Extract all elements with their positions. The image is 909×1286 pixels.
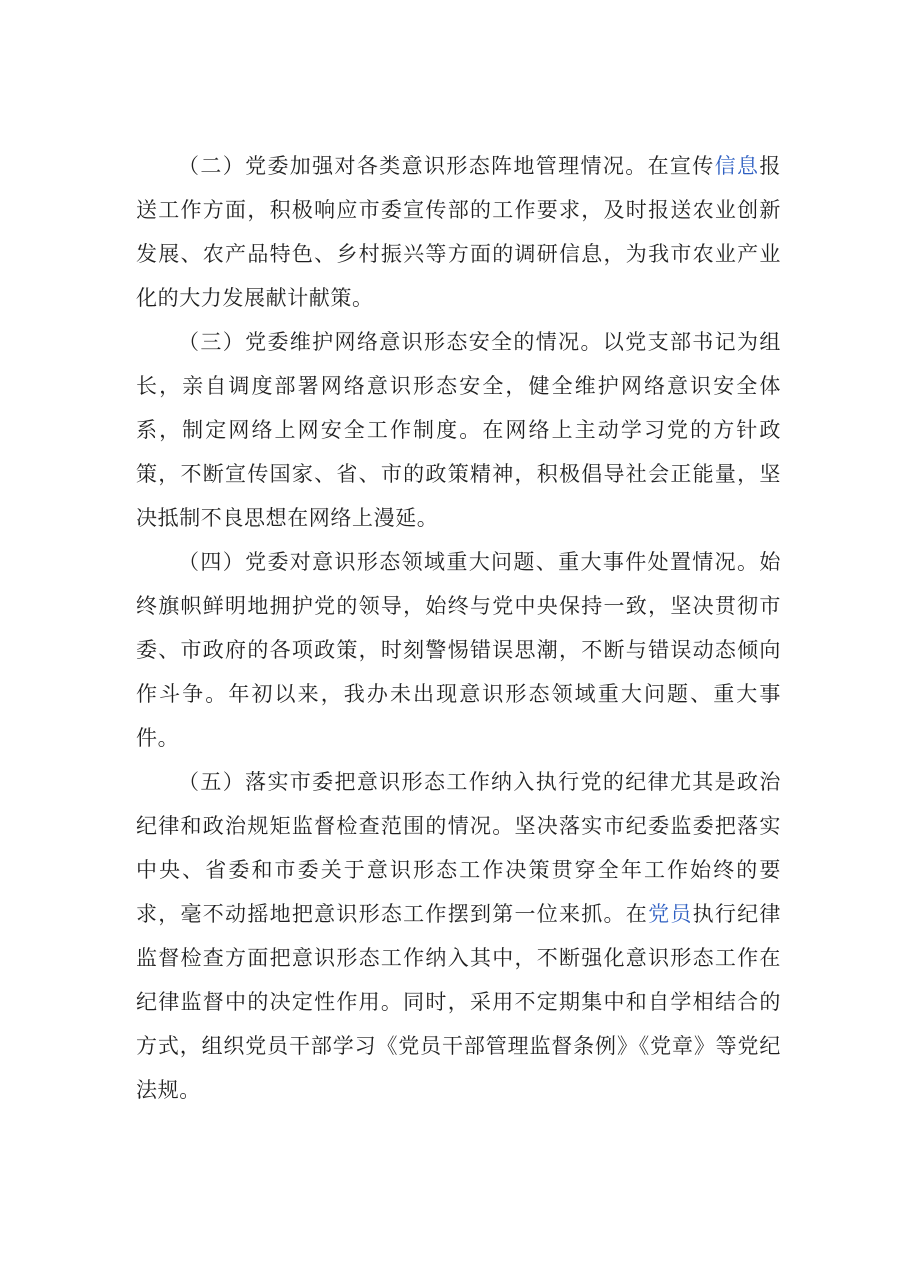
paragraph-2-text-before: （二）党委加强对各类意识形态阵地管理情况。在宣传 <box>178 154 715 178</box>
paragraph-5-text-after: 执行纪律监督检查方面把意识形态工作纳入其中，不断强化意识形态工作在纪律监督中的决定性作用。同时，采用不定期集中和自学相结合的方式，组织党员干部学习《党员干部管理监督条例》《党章》等党纪法规。 <box>136 902 781 1102</box>
document-body <box>136 144 781 1112</box>
paragraph-3-text: （三）党委维护网络意识形态安全的情况。以党支部书记为组长，亲自调度部署网络意识形态安全，健全维护网络意识安全体系，制定网络上网安全工作制度。在网络上主动学习党的方针政策，不断宣传国家、省、市的政策精神，积极倡导社会正能量，坚决抵制不良思想在网络上漫延。 <box>136 330 781 530</box>
paragraph-4-text: （四）党委对意识形态领域重大问题、重大事件处置情况。始终旗帜鲜明地拥护党的领导，始终与党中央保持一致，坚决贯彻市委、市政府的各项政策，时刻警惕错误思潮，不断与错误动态倾向作斗争。年初以来，我办未出现意识形态领域重大问题、重大事件。 <box>136 550 781 750</box>
paragraph-2-text-after: 报送工作方面，积极响应市委宣传部的工作要求，及时报送农业创新发展、农产品特色、乡村振兴等方面的调研信息，为我市农业产业化的大力发展献计献策。 <box>136 154 782 310</box>
paragraph-5-text-before: （五）落实市委把意识形态工作纳入执行党的纪律尤其是政治纪律和政治规矩监督检查范围的情况。坚决落实市纪委监委把落实中央、省委和市委关于意识形态工作决策贯穿全年工作始终的要求，毫不动摇地把意识形态工作摆到第一位来抓。在 <box>136 770 781 926</box>
paragraph-2 <box>136 144 781 320</box>
paragraph-4 <box>136 540 781 760</box>
paragraph-5 <box>136 760 781 1112</box>
paragraph-3 <box>136 320 781 540</box>
link-dangyuan[interactable]: 党员 <box>648 902 693 926</box>
link-xinxi[interactable]: 信息 <box>714 154 760 178</box>
